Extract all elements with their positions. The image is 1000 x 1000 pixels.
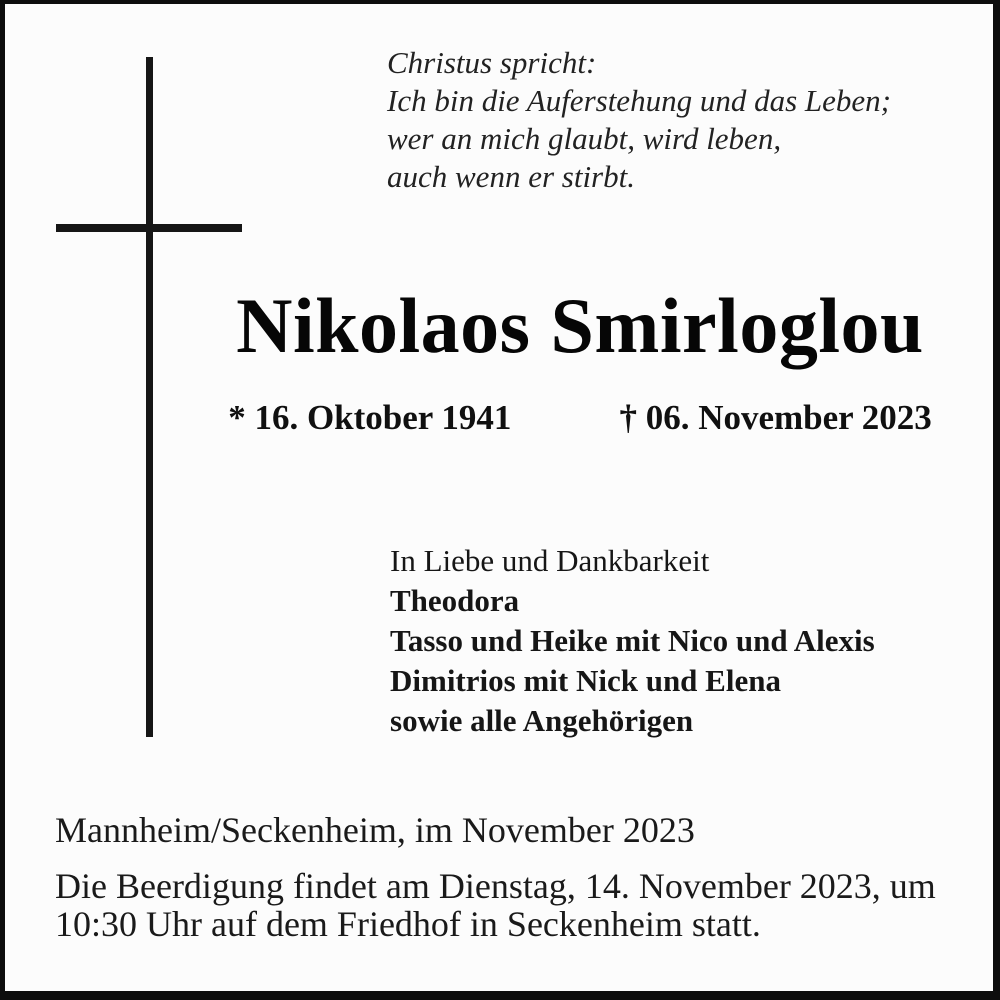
- mourner-name-4: sowie alle Angehörigen: [390, 703, 694, 738]
- death-date: † 06. November 2023: [619, 398, 932, 437]
- funeral-line-1: Die Beerdigung findet am Dienstag, 14. November 2023, um: [55, 866, 936, 906]
- mourners-block: [390, 541, 875, 741]
- birth-date: * 16. Oktober 1941: [228, 398, 512, 437]
- funeral-info: [55, 867, 936, 943]
- mourner-name-1: Theodora: [390, 583, 520, 618]
- funeral-line-2: 10:30 Uhr auf dem Friedhof in Seckenheim statt.: [55, 904, 761, 944]
- cross-horizontal-bar: [56, 224, 242, 232]
- quote-line-3: wer an mich glaubt, wird leben,: [387, 121, 782, 156]
- deceased-name: Nikolaos Smirloglou: [236, 282, 924, 369]
- quote-line-1: Christus spricht:: [387, 45, 597, 80]
- mourners-intro: In Liebe und Dankbarkeit: [390, 543, 710, 578]
- cross-vertical-bar: [146, 57, 153, 737]
- quote-line-2: Ich bin die Auferstehung und das Leben;: [387, 83, 891, 118]
- quote-line-4: auch wenn er stirbt.: [387, 159, 635, 194]
- life-dates: [160, 400, 1000, 436]
- mourner-name-2: Tasso und Heike mit Nico und Alexis: [390, 623, 875, 658]
- scripture-quote: [387, 44, 891, 196]
- mourner-name-3: Dimitrios mit Nick und Elena: [390, 663, 781, 698]
- place-date-line: Mannheim/Seckenheim, im November 2023: [55, 810, 695, 850]
